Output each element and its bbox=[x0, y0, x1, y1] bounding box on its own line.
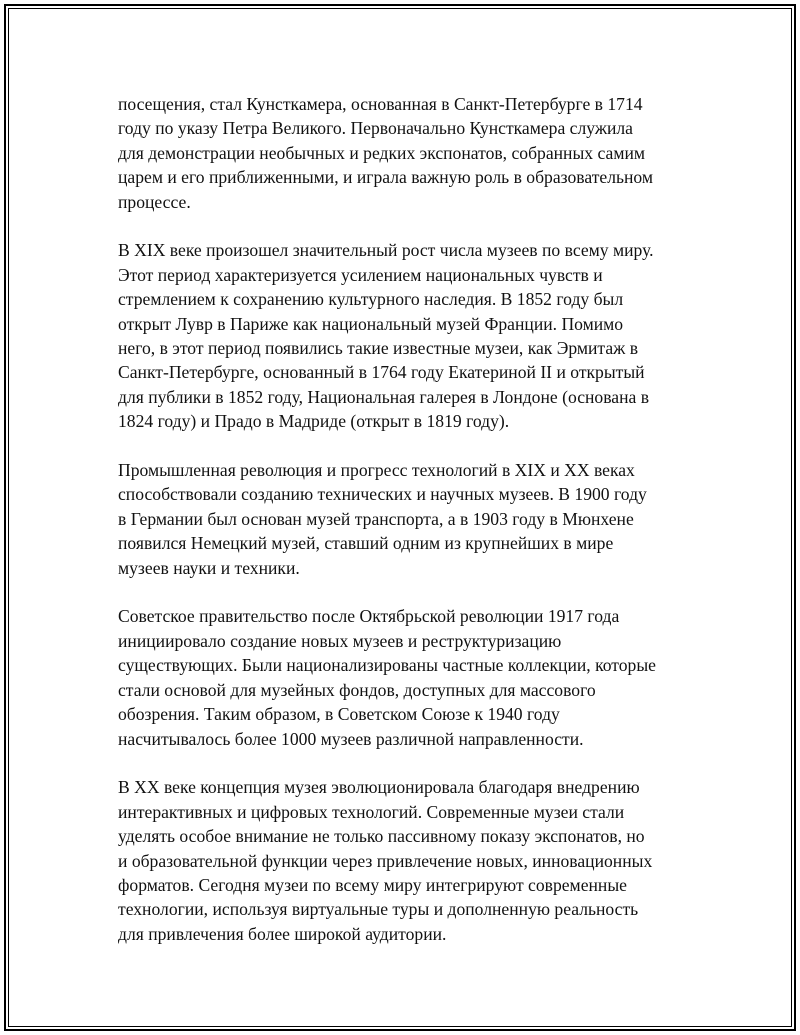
text-line: посещения, стал Кунсткамера, основанная в Санкт-Петербурге в 1714 bbox=[118, 94, 643, 114]
text-line: уделять особое внимание не только пассивному показу экспонатов, но bbox=[118, 826, 645, 847]
text-line: Этот период характеризуется усилением национальных чувств и bbox=[118, 264, 603, 285]
text-line: способствовали созданию технических и научных музеев. В 1900 году bbox=[118, 484, 647, 505]
text-line: для демонстрации необычных и редких экспонатов, собранных самим bbox=[118, 142, 645, 163]
text-line: для привлечения более широкой аудитории. bbox=[118, 923, 447, 944]
text-line: интерактивных и цифровых технологий. Современные музеи стали bbox=[118, 801, 625, 822]
text-line: Советское правительство после Октябрьской революции 1917 года bbox=[118, 606, 620, 627]
text-line: инициировало создание новых музеев и реструктуризацию bbox=[118, 630, 562, 651]
text-line: него, в этот период появились такие известные музеи, как Эрмитаж в bbox=[118, 338, 639, 359]
text-line: появился Немецкий музей, ставший одним из крупнейших в мире bbox=[118, 533, 614, 554]
text-line: Санкт-Петербурге, основанный в 1764 году Екатериной II и открытый bbox=[118, 362, 645, 383]
text-line: стремлением к сохранению культурного наследия. В 1852 году был bbox=[118, 289, 624, 310]
text-line: существующих. Были национализированы частные коллекции, которые bbox=[118, 655, 656, 676]
paragraph-19th-century bbox=[118, 238, 684, 433]
text-line: году по указу Петра Великого. Первоначально Кунсткамера служила bbox=[118, 118, 633, 139]
text-line: в Германии был основан музей транспорта, а в 1903 году в Мюнхене bbox=[118, 508, 634, 529]
text-line: стали основой для музейных фондов, доступных для массового bbox=[118, 679, 596, 700]
text-line: В XX веке концепция музея эволюционировала благодаря внедрению bbox=[118, 777, 640, 798]
text-line: музеев науки и техники. bbox=[118, 557, 300, 578]
text-line: процессе. bbox=[118, 191, 191, 212]
text-line: насчитывалось более 1000 музеев различной направленности. bbox=[118, 728, 584, 749]
text-line: для публики в 1852 году, Национальная галерея в Лондоне (основана в bbox=[118, 386, 650, 407]
text-line: и образовательной функции через привлечение новых, инновационных bbox=[118, 850, 653, 871]
paragraph-kunstkamera bbox=[118, 92, 684, 214]
paragraph-20th-century bbox=[118, 775, 684, 946]
text-line: открыт Лувр в Париже как национальный музей Франции. Помимо bbox=[118, 313, 624, 334]
text-line: 1824 году) и Прадо в Мадриде (открыт в 1819 году). bbox=[118, 411, 510, 432]
text-line: технологии, используя виртуальные туры и дополненную реальность bbox=[118, 899, 639, 920]
text-line: Промышленная революция и прогресс технологий в XIX и XX веках bbox=[118, 460, 635, 481]
text-line: В XIX веке произошел значительный рост числа музеев по всему миру. bbox=[118, 240, 654, 261]
paragraph-soviet-museums bbox=[118, 604, 684, 750]
text-line: царем и его приближенными, и играла важную роль в образовательном bbox=[118, 167, 654, 188]
document-body bbox=[118, 92, 684, 946]
text-line: форматов. Сегодня музеи по всему миру интегрируют современные bbox=[118, 874, 627, 895]
text-line: обозрения. Таким образом, в Советском Союзе к 1940 году bbox=[118, 704, 560, 725]
paragraph-industrial-revolution bbox=[118, 458, 684, 580]
